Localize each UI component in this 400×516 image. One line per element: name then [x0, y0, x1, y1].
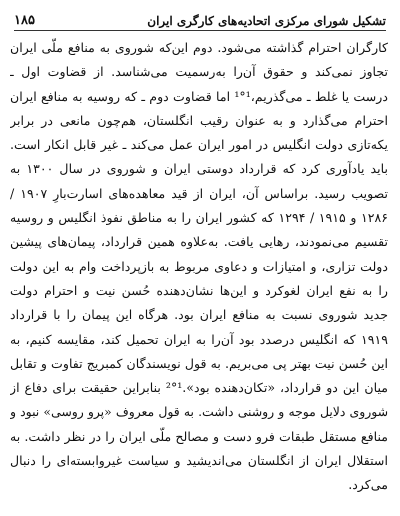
text-line-13: ۱۹۱۹ که انگلیس درصدد بود آن‌را به ایران تحمیل کند، مقایسه کنیم، به: [10, 331, 388, 347]
text-line-11: را به نفع ایران لغوکرد و این‌ها نشان‌دهنده حُسن نیت و احترام دولت: [10, 282, 388, 298]
text-line-12: جدید شوروی نسبت به منافع ایران بود. هرگاه این پیمان را با قرارداد: [10, 307, 388, 323]
page-number: ۱۸۵: [14, 13, 35, 28]
text-line-15: میان این دو قرارداد، «تکان‌دهنده بود».¹°² بنابراین حقیقت برای دفاع از: [10, 380, 388, 396]
text-line-8: ۱۲۸۶ و ۱۹۱۵ / ۱۲۹۴ که کشور ایران را به مناطق نفوذ انگلیس و روسیه: [10, 210, 388, 226]
body-text: [10, 36, 388, 498]
text-line-17: منافع مستقل طبقات فرو دست و مصالح ملّی ایران را در نظر داشت. به: [10, 428, 388, 444]
running-header: [14, 6, 386, 31]
text-line-9: تقسیم می‌نمودند، رهایی یافت. به‌علاوه همین قرارداد، پیمان‌های پیشین: [10, 234, 388, 250]
text-line-2: تجاوز نمی‌کند و حقوق آن‌را به‌رسمیت می‌شناسد. از قضاوت اول ـ: [10, 64, 388, 80]
text-line-4: احترام می‌گذارد و به عنوان رقیب انگلستان، هم‌چون مانعی در برابر: [10, 112, 388, 128]
text-line-6: باید یادآوری کرد که قرارداد دوستی ایران و شوروی در سال ۱۳۰۰ به: [10, 161, 388, 177]
text-line-19: می‌کرد.: [348, 477, 388, 493]
text-line-14: این حُسن نیت بهتر پی می‌بریم. به قول نویسندگان کمبریج تفاوت و تقابل: [10, 355, 388, 371]
chapter-title: تشکیل شورای مرکزی اتحادیه‌های کارگری ایران: [147, 14, 386, 28]
text-line-10: دولت تزاری، و امتیازات و دعاوی مربوط به بازپرداخت وام به این دولت: [10, 258, 388, 274]
text-line-16: شوروی دلایل موجه و روشنی داشت. به قول معروف «پرو روسی» نبود و: [10, 404, 388, 420]
text-line-1: کارگران احترام گذاشته می‌شود. دوم این‌که شوروی به منافع ملّی ایران: [10, 40, 388, 55]
text-line-18: استقلال ایران از انگلستان می‌اندیشید و سیاست غیروابسته‌ای را دنبال: [10, 453, 388, 469]
text-line-5: یکه‌تازی دولت انگلیس در امور ایران عمل می‌کند ـ غیر قابل انکار است.: [10, 137, 388, 153]
text-line-7: تصویب رسید. براساس آن، ایران از قید معاهده‌های اسارت‌بارِ ۱۹۰۷ /: [10, 185, 388, 201]
text-line-3: درست یا غلط ـ می‌گذریم،¹°¹ اما قضاوت دوم ـ که روسیه به منافع ایران: [10, 88, 388, 104]
